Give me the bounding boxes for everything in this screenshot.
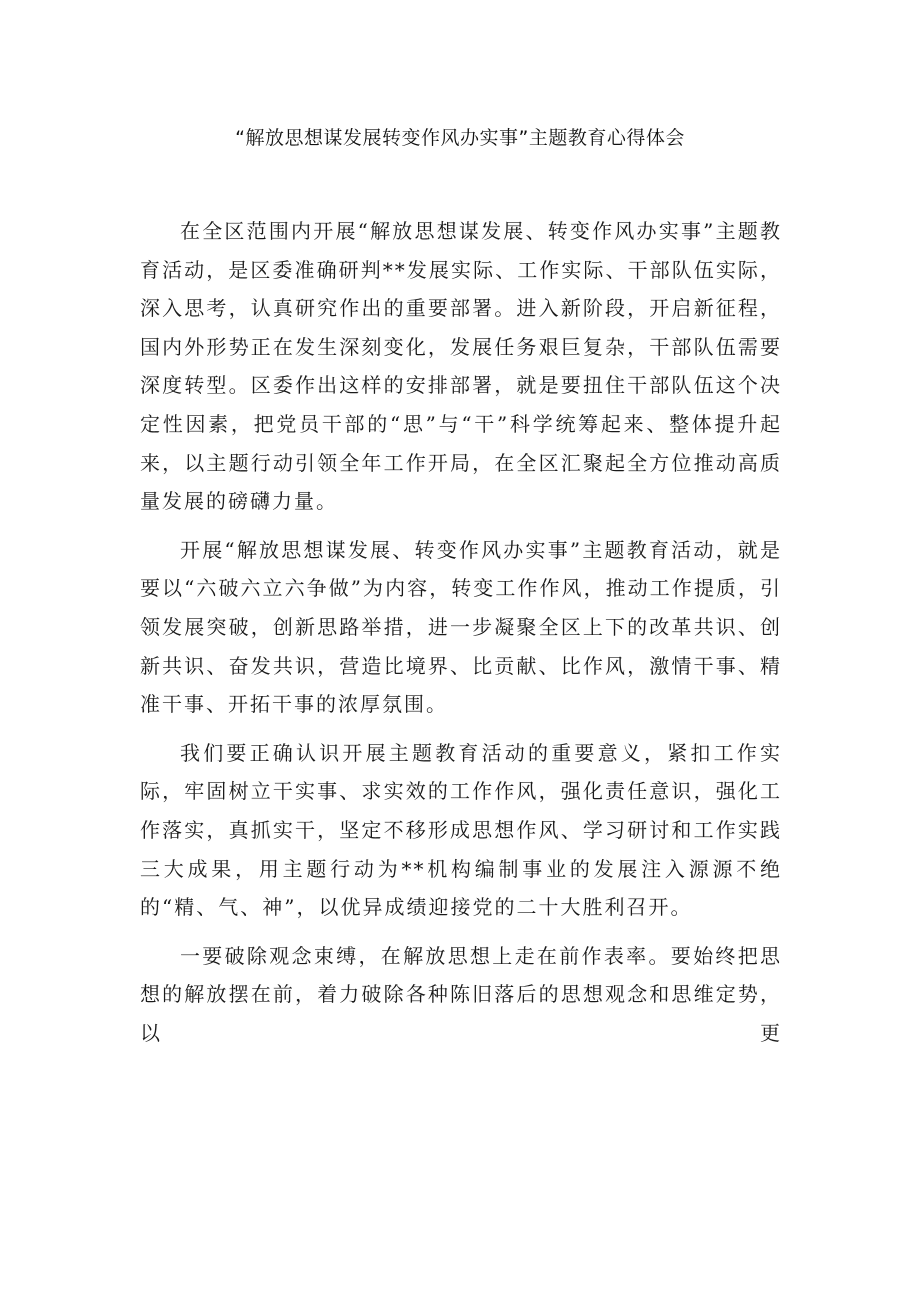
- paragraph-2: 开展“解放思想谋发展、转变作风办实事”主题教育活动，就是要以“六破六立六争做”为内容，转变工作作风，推动工作提质，引领发展突破，创新思路举措，进一步凝聚全区上下的改革共识、创新共识、奋发共识，营造比境界、比贡献、比作风，激情干事、精准干事、开拓干事的浓厚氛围。: [140, 537, 782, 717]
- document-body: [140, 212, 782, 1062]
- paragraph-3: 我们要正确认识开展主题教育活动的重要意义，紧扣工作实际，牢固树立干实事、求实效的工作作风，强化责任意识，强化工作落实，真抓实干，坚定不移形成思想作风、学习研讨和工作实践三大成果，用主题行动为**机构编制事业的发展注入源源不绝的“精、气、神”，以优异成绩迎接党的二十大胜利召开。: [140, 740, 782, 920]
- paragraph-4: 一要破除观念束缚，在解放思想上走在前作表率。要始终把思想的解放摆在前，着力破除各种陈旧落后的思想观念和思维定势，以更: [140, 943, 782, 1045]
- paragraph-1: 在全区范围内开展“解放思想谋发展、转变作风办实事”主题教育活动，是区委准确研判**发展实际、工作实际、干部队伍实际，深入思考，认真研究作出的重要部署。进入新阶段，开启新征程，国内外形势正在发生深刻变化，发展任务艰巨复杂，干部队伍需要深度转型。区委作出这样的安排部署，就是要扭住干部队伍这个决定性因素，把党员干部的“思”与“干”科学统筹起来、整体提升起来，以主题行动引领全年工作开局，在全区汇聚起全方位推动高质量发展的磅礴力量。: [140, 219, 782, 514]
- document-title: “解放思想谋发展转变作风办实事”主题教育心得体会: [235, 127, 685, 149]
